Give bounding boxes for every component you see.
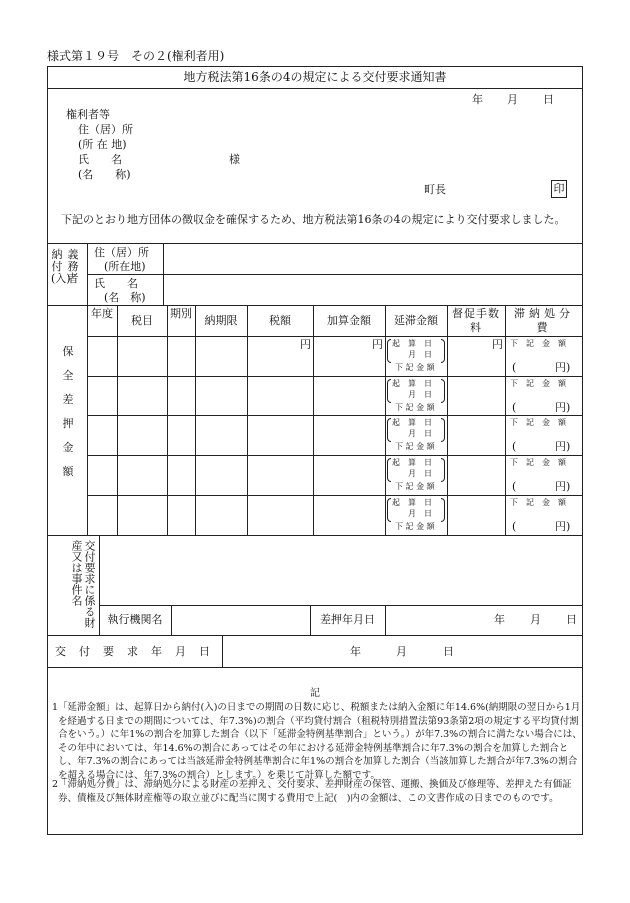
notes-heading: 記 bbox=[310, 688, 320, 699]
delinq-paren-close: 円) bbox=[555, 401, 571, 414]
delinq-top: 下 記 金 額 bbox=[510, 458, 566, 467]
addressee-name-alt: (名 称) bbox=[78, 168, 131, 181]
divider bbox=[47, 535, 583, 536]
seizure-date-label: 差押年月日 bbox=[320, 613, 375, 626]
addressee-address-label: 住（居）所 bbox=[78, 123, 133, 136]
delinq-top: 下 記 金 額 bbox=[510, 339, 566, 348]
date-day: 日 bbox=[543, 93, 554, 106]
bracket bbox=[387, 418, 391, 442]
header-tax: 税額 bbox=[269, 314, 291, 327]
delivery-day: 日 bbox=[443, 645, 454, 658]
late-to: 月 日 bbox=[408, 469, 432, 478]
property-label: 交付要求に係る財産又は事件名 bbox=[70, 540, 96, 628]
bracket bbox=[441, 379, 445, 403]
delinq-paren-open: ( bbox=[512, 361, 517, 374]
late-from: 起 算 日 bbox=[392, 458, 432, 467]
header-delinquency: 滞納処分費 bbox=[514, 307, 574, 334]
late-to: 月 日 bbox=[408, 390, 432, 399]
form-number: 様式第１９号 その２(権利者用) bbox=[47, 49, 225, 63]
divider bbox=[447, 305, 448, 535]
document-title: 地方税法第16条の4の規定による交付要求通知書 bbox=[183, 70, 447, 84]
late-from: 起 算 日 bbox=[392, 379, 432, 388]
date-month: 月 bbox=[507, 93, 518, 106]
header-item: 税目 bbox=[131, 314, 153, 327]
divider bbox=[47, 667, 583, 668]
taxpayer-group-label-2: 義務者 bbox=[67, 248, 79, 285]
divider bbox=[87, 336, 583, 337]
delinq-paren-close: 円) bbox=[555, 440, 571, 453]
delinq-paren-open: ( bbox=[512, 520, 517, 533]
divider bbox=[505, 305, 506, 535]
divider bbox=[87, 455, 583, 456]
note-number: 1 bbox=[52, 702, 59, 713]
section-label: 保全差押金額 bbox=[62, 345, 74, 478]
seizure-day: 日 bbox=[566, 613, 577, 626]
sender-title: 町長 bbox=[424, 183, 446, 196]
delivery-date-label: 交 付 要 求 年 月 日 bbox=[55, 645, 211, 658]
taxpayer-name-alt: (名 称) bbox=[104, 291, 146, 304]
divider bbox=[313, 305, 314, 535]
divider bbox=[47, 635, 583, 636]
delinq-paren-open: ( bbox=[512, 401, 517, 414]
taxpayer-name-label: 氏 名 bbox=[94, 277, 138, 290]
divider bbox=[385, 605, 386, 635]
surcharge-yen: 円 bbox=[372, 338, 383, 351]
divider bbox=[87, 415, 583, 416]
seal-mark: 印 bbox=[551, 180, 567, 198]
delinq-top: 下 記 金 額 bbox=[510, 379, 566, 388]
divider bbox=[195, 305, 196, 535]
header-fee: 督促手数料 bbox=[452, 307, 500, 334]
intro-text: 下記のとおり地方団体の徴収金を確保するため、地方税法第16条の4の規定により交付要求しました。 bbox=[50, 213, 566, 226]
late-bottom: 下 記 金 額 bbox=[395, 442, 435, 451]
taxpayer-address-label: 住（居）所 bbox=[94, 246, 149, 259]
bracket bbox=[387, 339, 391, 363]
addressee-address-alt: (所 在 地) bbox=[78, 138, 127, 151]
bracket bbox=[387, 458, 391, 482]
delinq-paren-open: ( bbox=[512, 480, 517, 493]
header-period: 期別 bbox=[170, 307, 192, 320]
note-text: 「延滞金額」は、起算日から納付(入)の日までの期間の日数に応じ、税額または納入金額に年14.6%(納期限の翌日から1月を経過する日までの期間については、年7.3%)の割合（平均貸付割合（租税特別措置法第93条第2項の規定する平均貸付割合をいう。）に年1%の割合を加算した割合（以下「延滞金特例基準割合」という。）が年7.3%の割合に満たない場合には、その年中においては、年14.6%の割合にあってはその年における延滞金特例基準割合に年7.3%の割合を加算した割合とし、年7.3%の割合にあっては当該延滞金特例基準割合に年1%の割合を加算した割合（当該加算した割合が年7.3%の割合を超える場合には、年7.3%の割合）とします。）を乗じて計算した額です。 bbox=[58, 702, 582, 781]
late-to: 月 日 bbox=[408, 429, 432, 438]
late-from: 起 算 日 bbox=[392, 339, 432, 348]
delinq-paren-open: ( bbox=[512, 440, 517, 453]
header-deadline: 納期限 bbox=[204, 314, 238, 327]
late-bottom: 下 記 金 額 bbox=[395, 363, 435, 372]
late-to: 月 日 bbox=[408, 350, 432, 359]
bracket bbox=[387, 498, 391, 522]
late-from: 起 算 日 bbox=[392, 418, 432, 427]
late-bottom: 下 記 金 額 bbox=[395, 522, 435, 531]
taxpayer-group-label-1: 納付(入) bbox=[51, 248, 71, 285]
date-year: 年 bbox=[472, 93, 483, 106]
addressee-heading: 権利者等 bbox=[66, 108, 110, 121]
addressee-name-label: 氏 名 bbox=[78, 153, 122, 166]
note-text: 「滞納処分費」は、滞納処分による財産の差押え、交付要求、差押財産の保管、運搬、換価及び修理等、差押えた有価証券、債権及び無体財産権等の取立並びに配当に関する費用で上記( )内の金額は、この文書作成の日までのものです。 bbox=[58, 779, 572, 804]
late-to: 月 日 bbox=[408, 509, 432, 518]
taxpayer-address-alt: (所在地) bbox=[104, 260, 146, 273]
divider bbox=[47, 88, 583, 89]
late-bottom: 下 記 金 額 bbox=[395, 482, 435, 491]
divider bbox=[385, 305, 386, 535]
note-number: 2 bbox=[52, 779, 59, 790]
divider bbox=[87, 305, 88, 535]
delinq-paren-close: 円) bbox=[555, 520, 571, 533]
divider bbox=[247, 305, 248, 535]
divider bbox=[47, 305, 583, 306]
executor-label: 執行機関名 bbox=[107, 613, 163, 626]
honorific: 様 bbox=[229, 153, 240, 166]
late-from: 起 算 日 bbox=[392, 498, 432, 507]
delinq-paren-close: 円) bbox=[555, 361, 571, 374]
divider bbox=[47, 243, 583, 244]
bracket bbox=[387, 379, 391, 403]
divider bbox=[87, 376, 583, 377]
bracket bbox=[441, 498, 445, 522]
divider bbox=[117, 305, 118, 535]
delinq-paren-close: 円) bbox=[555, 480, 571, 493]
delivery-month: 月 bbox=[396, 645, 407, 658]
late-bottom: 下 記 金 額 bbox=[395, 403, 435, 412]
header-late: 延滞金額 bbox=[394, 314, 438, 327]
divider bbox=[222, 635, 223, 667]
divider bbox=[87, 495, 583, 496]
divider bbox=[167, 305, 168, 535]
seizure-month: 月 bbox=[530, 613, 541, 626]
seizure-year: 年 bbox=[494, 613, 505, 626]
delivery-year: 年 bbox=[350, 645, 361, 658]
bracket bbox=[441, 458, 445, 482]
bracket bbox=[441, 418, 445, 442]
divider bbox=[171, 605, 172, 635]
bracket bbox=[441, 339, 445, 363]
delinq-top: 下 記 金 額 bbox=[510, 498, 566, 507]
header-year: 年度 bbox=[91, 307, 113, 320]
header-surcharge: 加算金額 bbox=[327, 314, 371, 327]
divider bbox=[87, 274, 583, 275]
delinq-top: 下 記 金 額 bbox=[510, 418, 566, 427]
fee-yen: 円 bbox=[492, 338, 503, 351]
tax-yen: 円 bbox=[300, 338, 311, 351]
